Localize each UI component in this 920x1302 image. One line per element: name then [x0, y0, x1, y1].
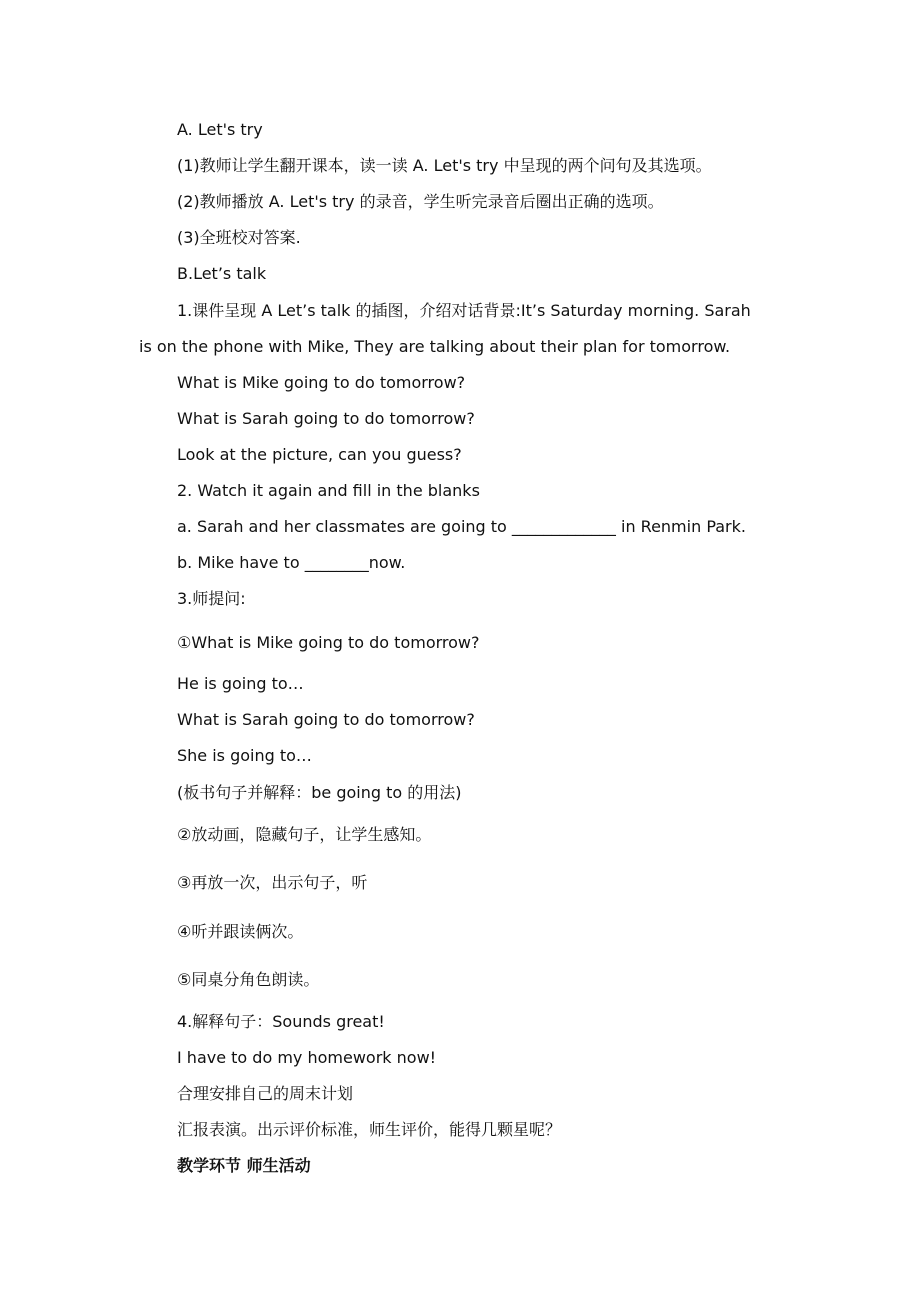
step-1: (1)教师让学生翻开课本，读一读 A. Let's try 中呈现的两个问句及其选项。: [177, 156, 712, 175]
circled-1-question: ①What is Mike going to do tomorrow?: [177, 633, 480, 652]
question-sarah: What is Sarah going to do tomorrow?: [177, 409, 475, 428]
circled-4: ④听并跟读俩次。: [177, 922, 304, 941]
weekend-plan: 合理安排自己的周末计划: [177, 1084, 354, 1103]
heading-lets-talk: B.Let’s talk: [177, 264, 267, 283]
answer-sarah: She is going to…: [177, 746, 312, 765]
answer-mike: He is going to…: [177, 674, 304, 693]
circled-2: ②放动画，隐藏句子，让学生感知。: [177, 825, 432, 844]
circled-5: ⑤同桌分角色朗读。: [177, 970, 320, 989]
question-sarah-2: What is Sarah going to do tomorrow?: [177, 710, 475, 729]
report-performance: 汇报表演。出示评价标准，师生评价，能得几颗星呢？: [177, 1120, 562, 1139]
question-mike: What is Mike going to do tomorrow?: [177, 373, 466, 392]
heading-lets-try: A. Let's try: [177, 120, 263, 139]
talk-item-2: 2. Watch it again and fill in the blanks: [177, 481, 480, 500]
question-guess: Look at the picture, can you guess?: [177, 445, 462, 464]
blank-b: b. Mike have to ________now.: [177, 553, 406, 572]
talk-item-1-continued: is on the phone with Mike, They are talking about their plan for tomorrow.: [139, 337, 731, 356]
circled-3: ③再放一次，出示句子，听: [177, 873, 368, 892]
step-2: (2)教师播放 A. Let's try 的录音，学生听完录音后圈出正确的选项。: [177, 192, 664, 211]
talk-item-3: 3.师提问:: [177, 589, 246, 608]
talk-item-1: 1.课件呈现 A Let’s talk 的插图，介绍对话背景:It’s Saturday morning. Sarah: [177, 301, 751, 320]
board-note: (板书句子并解释：be going to 的用法): [177, 783, 462, 802]
blank-a: a. Sarah and her classmates are going to _____________ in Renmin Park.: [177, 517, 746, 536]
step-3: (3)全班校对答案.: [177, 228, 301, 247]
homework-sentence: I have to do my homework now!: [177, 1048, 437, 1067]
section-header: 教学环节 师生活动: [177, 1156, 311, 1175]
talk-item-4: 4.解释句子：Sounds great!: [177, 1012, 385, 1031]
